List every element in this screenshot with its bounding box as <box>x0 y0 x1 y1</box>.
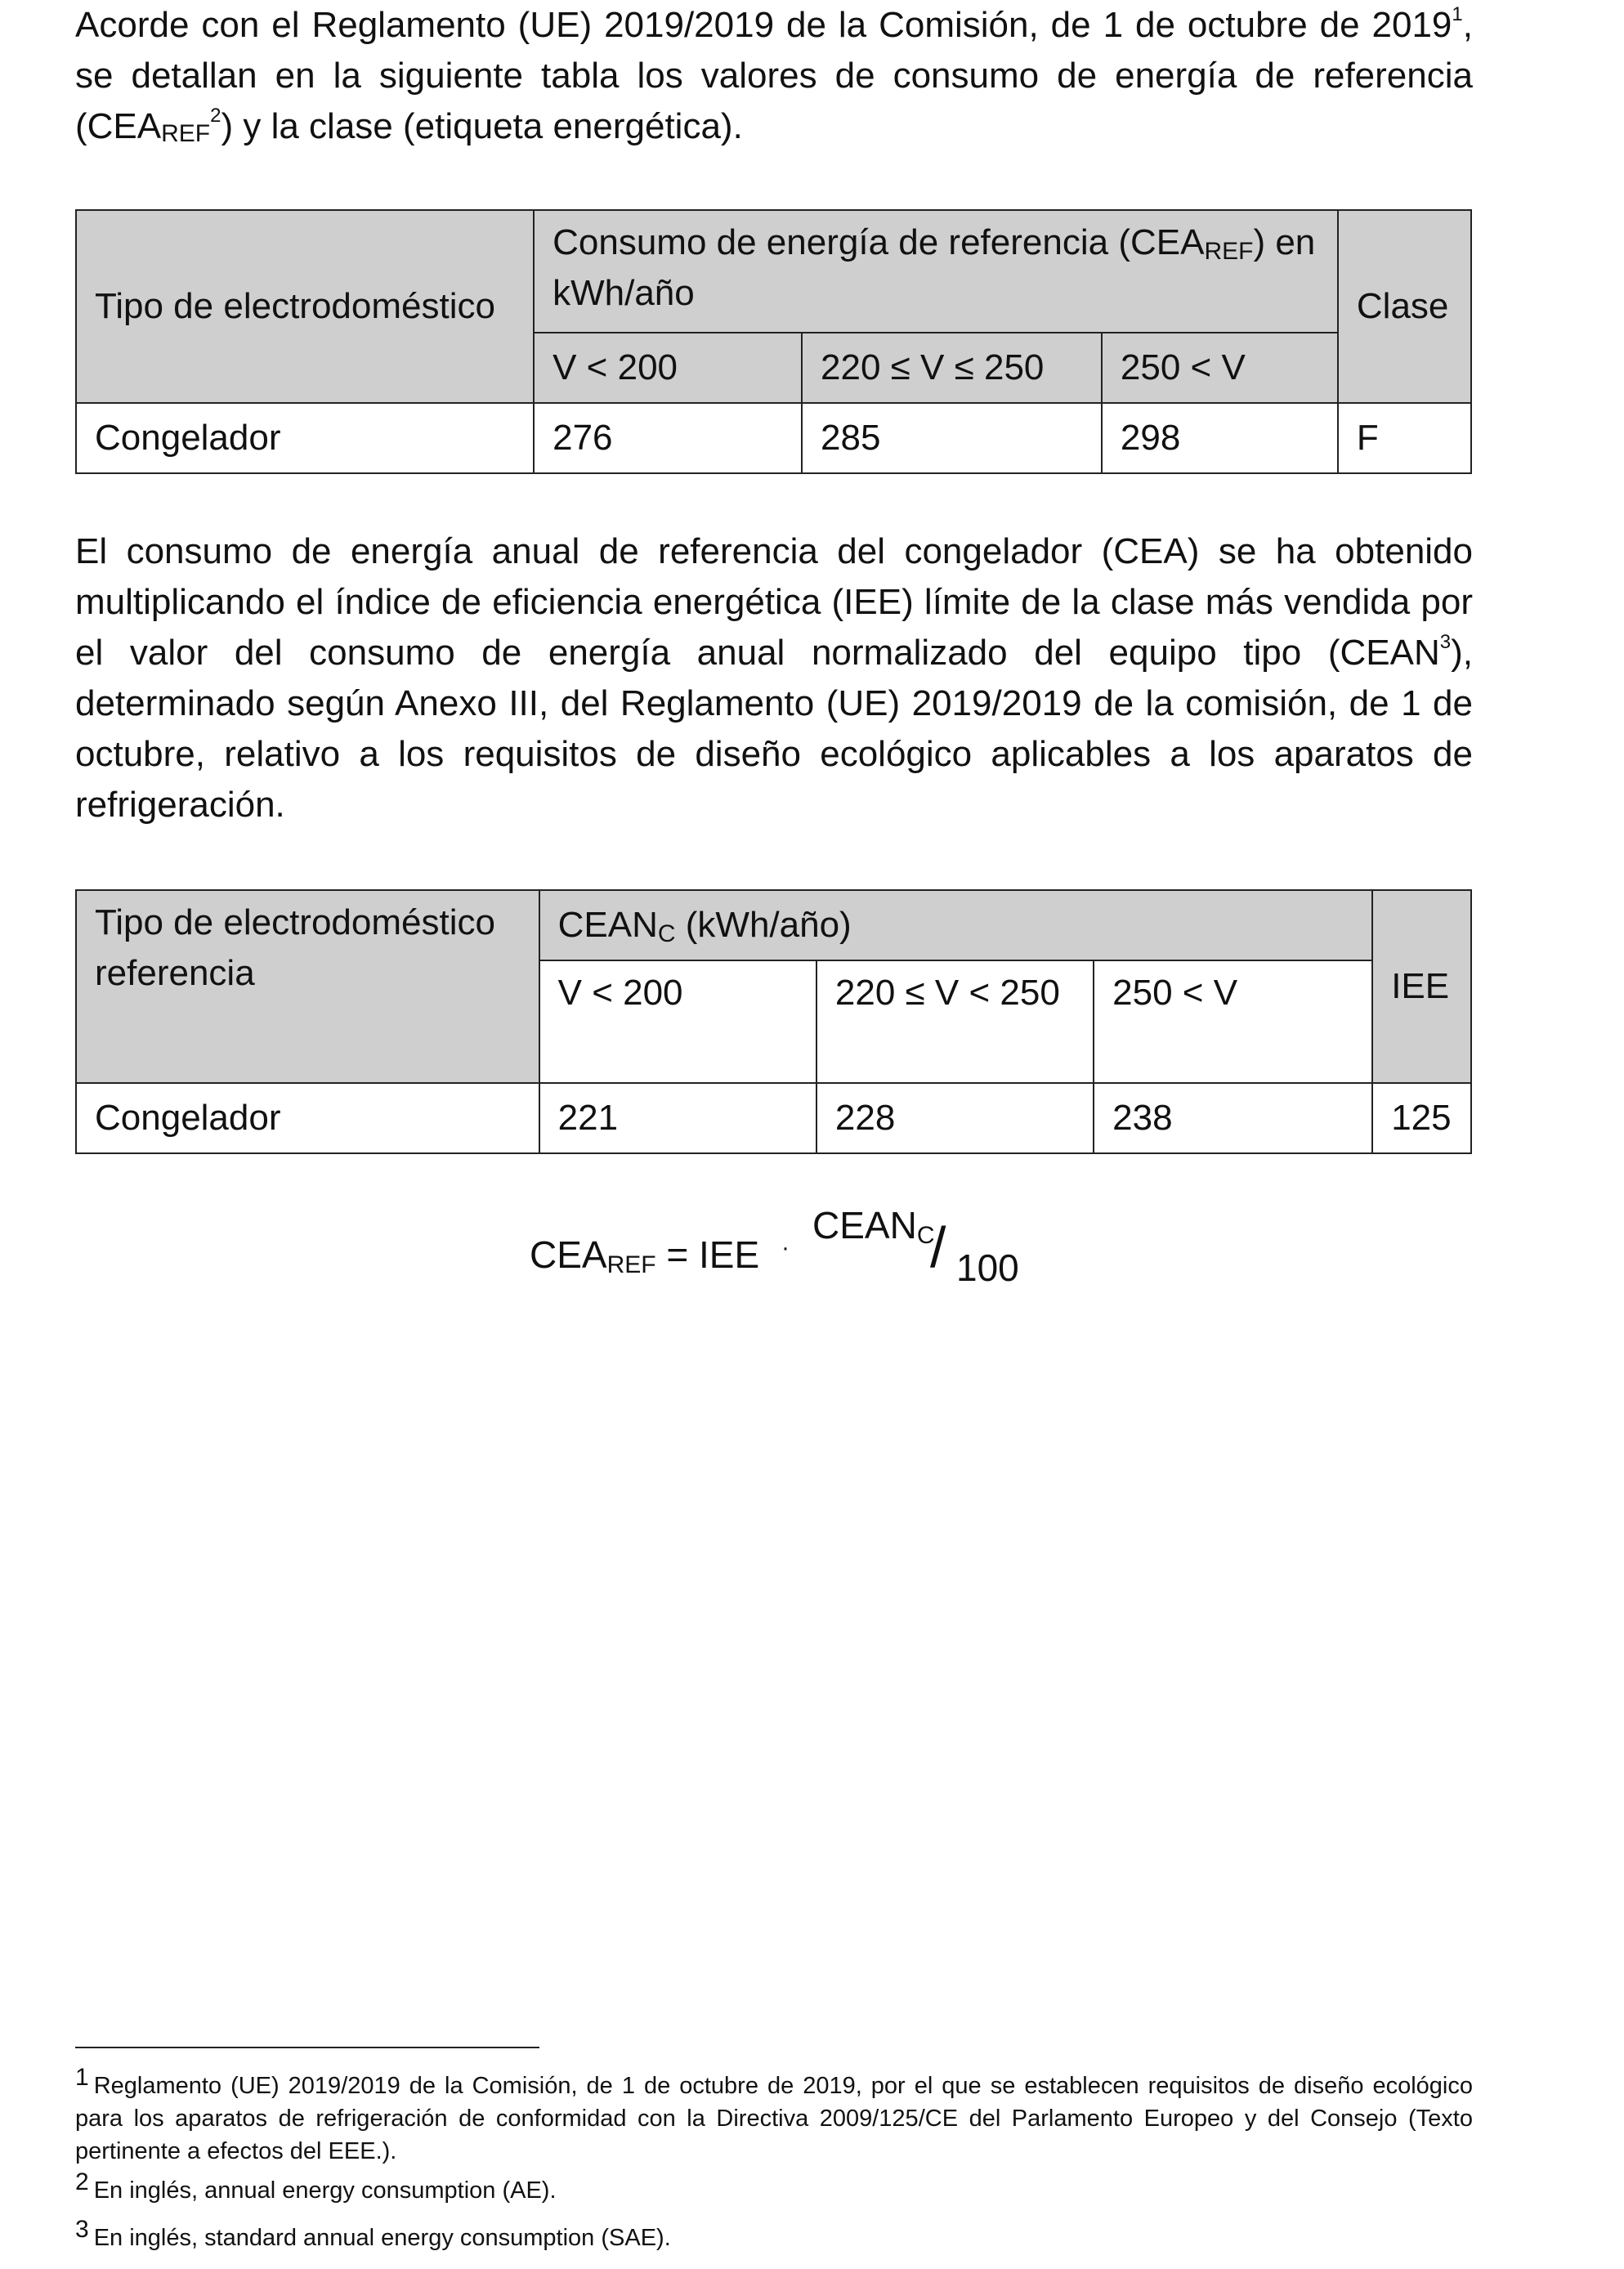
formula-eq: = IEE <box>655 1233 760 1276</box>
header-cean-text-a: CEAN <box>557 905 658 945</box>
ref-subscript: REF <box>161 120 211 147</box>
cell-value-3: 298 <box>1102 403 1338 473</box>
footnote-3-mark: 3 <box>75 2216 89 2243</box>
cell-appliance: Congelador <box>76 1083 539 1153</box>
header-consumo-text-b: ) en kWh/año <box>553 222 1316 313</box>
formula-lhs-sub: REF <box>606 1251 656 1278</box>
cell-appliance: Congelador <box>76 403 534 473</box>
header-cean-sub: C <box>657 920 676 947</box>
cell-value-2: 228 <box>816 1083 1094 1153</box>
cell-class: F <box>1338 403 1471 473</box>
reference-consumption-table <box>75 209 1472 474</box>
cell-value-2: 285 <box>802 403 1102 473</box>
method-text-a: El consumo de energía anual de referencia del congelador (CEA) se ha obtenido multiplicando el índice de eficiencia energética (IEE) límite de la clase más vendida por el valor del consumo de energía anual normalizado del equipo tipo (CEAN <box>75 531 1473 673</box>
header-reference-consumption <box>534 210 1338 333</box>
subheader-volume-1: V < 200 <box>534 333 802 403</box>
header-consumo-sub: REF <box>1204 238 1254 265</box>
formula-slash: / <box>930 1215 946 1279</box>
formula-dot: · <box>781 1234 790 1261</box>
footnote-ref-1[interactable]: 1 <box>1452 3 1463 25</box>
header-cean <box>539 890 1373 960</box>
footnote-ref-2[interactable]: 2 <box>210 105 221 127</box>
cell-iee: 125 <box>1372 1083 1471 1153</box>
intro-paragraph <box>75 0 1473 152</box>
subheader-volume-3: 250 < V <box>1094 960 1372 1083</box>
footnote-3-text: En inglés, standard annual energy consumption (SAE). <box>93 2225 671 2251</box>
header-appliance-type-reference: Tipo de electrodoméstico referencia <box>76 890 539 1083</box>
normalized-consumption-table <box>75 889 1472 1154</box>
footnote-2-text: En inglés, annual energy consumption (AE). <box>93 2177 557 2204</box>
header-class: Clase <box>1338 210 1471 403</box>
cell-value-1: 276 <box>534 403 802 473</box>
subheader-volume-2: 220 ≤ V ≤ 250 <box>802 333 1102 403</box>
footnote-1-mark: 1 <box>75 2064 89 2091</box>
formula-lhs <box>530 1233 759 1277</box>
formula-lhs-text: CEA <box>530 1233 607 1276</box>
cell-value-1: 221 <box>539 1083 816 1153</box>
header-iee: IEE <box>1372 890 1471 1083</box>
formula-numerator <box>812 1203 934 1247</box>
header-cean-text-b: (kWh/año) <box>675 905 852 945</box>
header-consumo-text-a: Consumo de energía de referencia (CEA <box>553 222 1205 262</box>
footnote-1-text: Reglamento (UE) 2019/2019 de la Comisión, de 1 de octubre de 2019, por el que se establecen requisitos de diseño ecológico para los aparatos de refrigeración de conformidad con la Directiva 2009/125/CE del Parlamento Europeo y del Consejo (Texto pertinente a efectos del EEE.). <box>75 2073 1473 2164</box>
method-paragraph <box>75 526 1473 830</box>
footnote-ref-3[interactable]: 3 <box>1439 631 1452 653</box>
subheader-volume-3: 250 < V <box>1102 333 1338 403</box>
subheader-volume-1: V < 200 <box>539 960 816 1083</box>
table-row <box>76 403 1471 473</box>
method-text-b: ), determinado según Anexo III, del Reglamento (UE) 2019/2019 de la comisión, de 1 de octubre, relativo a los requisitos de diseño ecológico aplicables a los aparatos de refrigeración. <box>75 633 1473 825</box>
footnote-separator <box>75 2047 539 2048</box>
footnote-3 <box>75 2216 1473 2254</box>
formula-num-sub: C <box>916 1222 935 1249</box>
formula-num-text: CEAN <box>812 1204 917 1246</box>
subheader-volume-2: 220 ≤ V < 250 <box>816 960 1094 1083</box>
header-appliance-type: Tipo de electrodoméstico <box>76 210 534 403</box>
cell-value-3: 238 <box>1094 1083 1372 1153</box>
intro-text-b: , se detallan en la siguiente tabla los valores de consumo de energía de referencia (CEA <box>75 5 1473 146</box>
formula <box>530 1203 1102 1293</box>
footnote-1 <box>75 2064 1473 2168</box>
intro-text-c: ) y la clase (etiqueta energética). <box>221 106 743 146</box>
table-row <box>76 1083 1471 1153</box>
footnote-2-mark: 2 <box>75 2168 89 2195</box>
intro-text-a: Acorde con el Reglamento (UE) 2019/2019 de la Comisión, de 1 de octubre de 2019 <box>75 5 1452 45</box>
footnote-2 <box>75 2168 1473 2207</box>
formula-denominator: 100 <box>956 1246 1019 1289</box>
